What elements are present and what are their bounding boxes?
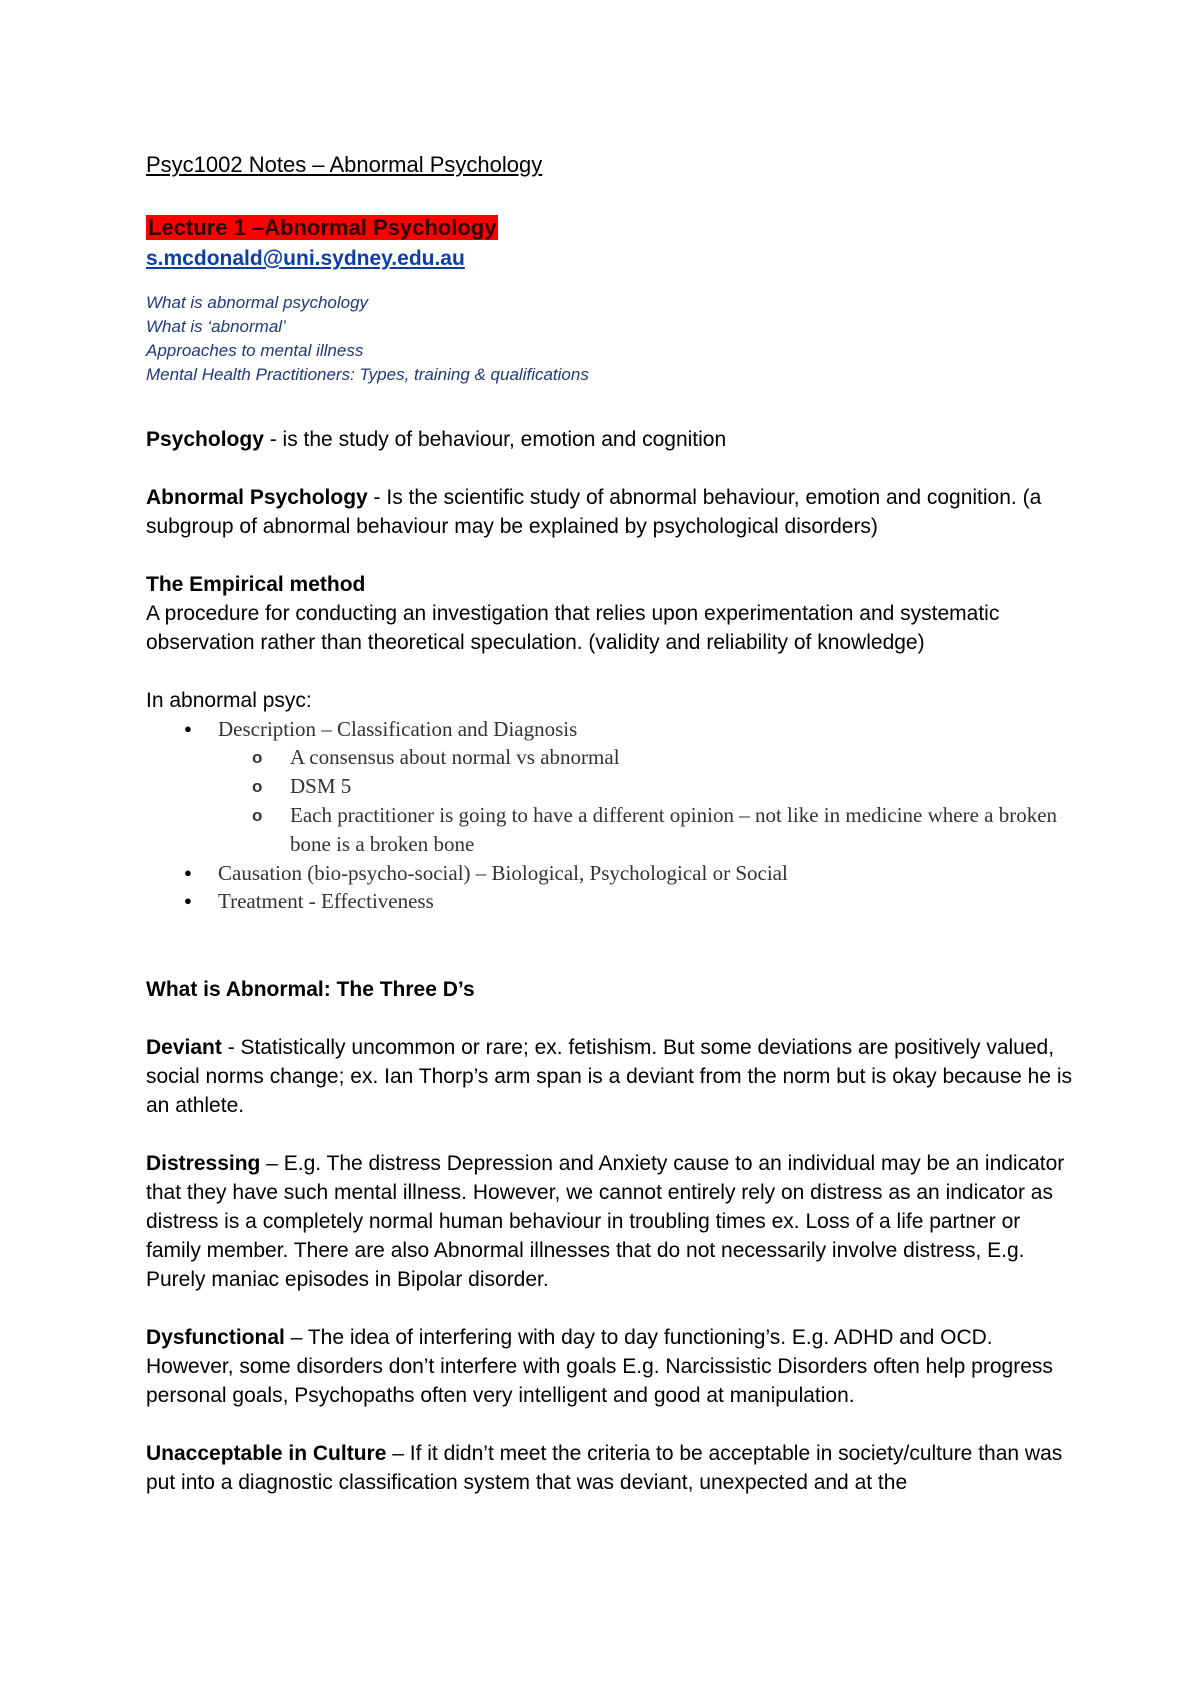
lecture-outline bbox=[146, 291, 1076, 387]
sub-list-item: o A consensus about normal vs abnormal bbox=[218, 743, 1076, 772]
empirical-text: A procedure for conducting an investigation that relies upon experimentation and systematic observation rather than theoretical speculation. (validity and reliability of knowledge) bbox=[146, 602, 1000, 654]
document-body bbox=[146, 150, 1076, 1526]
definition: - is the study of behaviour, emotion and cognition bbox=[263, 428, 727, 451]
definition: – The idea of interfering with day to day functioning’s. E.g. ADHD and OCD. However, some disorders don’t interfere with goals E.g. Narcissistic Disorders often help progress personal goals, Psychopaths often very intelligent and good at manipulation. bbox=[146, 1326, 1053, 1407]
psychology-definition bbox=[146, 425, 1076, 454]
term: Psychology bbox=[146, 428, 264, 451]
three-ds-heading: What is Abnormal: The Three D’s bbox=[146, 978, 475, 1001]
definition: – If it didn’t meet the criteria to be acceptable in society/culture than was put into a diagnostic classification system that was deviant, unexpected and at the bbox=[146, 1442, 1063, 1494]
sub-list-item: o DSM 5 bbox=[218, 772, 1076, 801]
term: Abnormal Psychology bbox=[146, 486, 368, 509]
email-link[interactable]: s.mcdonald@uni.sydney.edu.au bbox=[146, 247, 465, 270]
empirical-heading: The Empirical method bbox=[146, 573, 366, 596]
in-abnormal-section bbox=[146, 686, 1076, 915]
definition: – E.g. The distress Depression and Anxiety cause to an individual may be an indicator that they have such mental illness. However, we cannot entirely rely on distress as an indicator as distress is a completely normal human behaviour in troubling times ex. Loss of a life partner or family member. There are also Abnormal illnesses that do not necessarily involve distress, E.g. Purely maniac episodes in Bipolar disorder. bbox=[146, 1152, 1065, 1291]
term: Deviant bbox=[146, 1036, 222, 1059]
lecture-heading-row bbox=[146, 213, 1076, 244]
sub-list-item: o Each practitioner is going to have a different opinion – not like in medicine where a broken bone is a broken bone bbox=[218, 801, 1076, 859]
sub-list bbox=[218, 743, 1076, 859]
list-item bbox=[146, 715, 1076, 859]
page-title: Psyc1002 Notes – Abnormal Psychology bbox=[146, 152, 543, 177]
definition: - Statistically uncommon or rare; ex. fetishism. But some deviations are positively valued, social norms change; ex. Ian Thorp’s arm span is a deviant from the norm but is okay because he is an athlete. bbox=[146, 1036, 1073, 1117]
bullet-list bbox=[146, 715, 1076, 915]
list-item bbox=[146, 887, 1076, 915]
lecture-heading: Lecture 1 –Abnormal Psychology bbox=[148, 215, 497, 240]
outline-item: What is abnormal psychology bbox=[146, 293, 369, 312]
outline-item: Mental Health Practitioners: Types, training & qualifications bbox=[146, 365, 589, 384]
in-abnormal-heading: In abnormal psyc: bbox=[146, 689, 312, 712]
list-item-text: Treatment - Effectiveness bbox=[218, 889, 434, 913]
term: Dysfunctional bbox=[146, 1326, 285, 1349]
dysfunctional-entry bbox=[146, 1323, 1076, 1410]
empirical-section bbox=[146, 570, 1076, 657]
term: Unacceptable in Culture bbox=[146, 1442, 387, 1465]
outline-item: What is ‘abnormal’ bbox=[146, 317, 286, 336]
deviant-entry bbox=[146, 1033, 1076, 1120]
list-item bbox=[146, 859, 1076, 887]
list-item-text: Causation (bio-psycho-social) – Biological, Psychological or Social bbox=[218, 861, 788, 885]
outline-item: Approaches to mental illness bbox=[146, 341, 364, 360]
definition: - Is the scientific study of abnormal behaviour, emotion and cognition. (a subgroup of abnormal behaviour may be explained by psychological disorders) bbox=[146, 486, 1042, 538]
term: Distressing bbox=[146, 1152, 261, 1175]
list-item-text: Description – Classification and Diagnosis bbox=[218, 717, 578, 741]
abnormal-psychology-definition bbox=[146, 483, 1076, 541]
distressing-entry bbox=[146, 1149, 1076, 1294]
unacceptable-entry bbox=[146, 1439, 1076, 1497]
